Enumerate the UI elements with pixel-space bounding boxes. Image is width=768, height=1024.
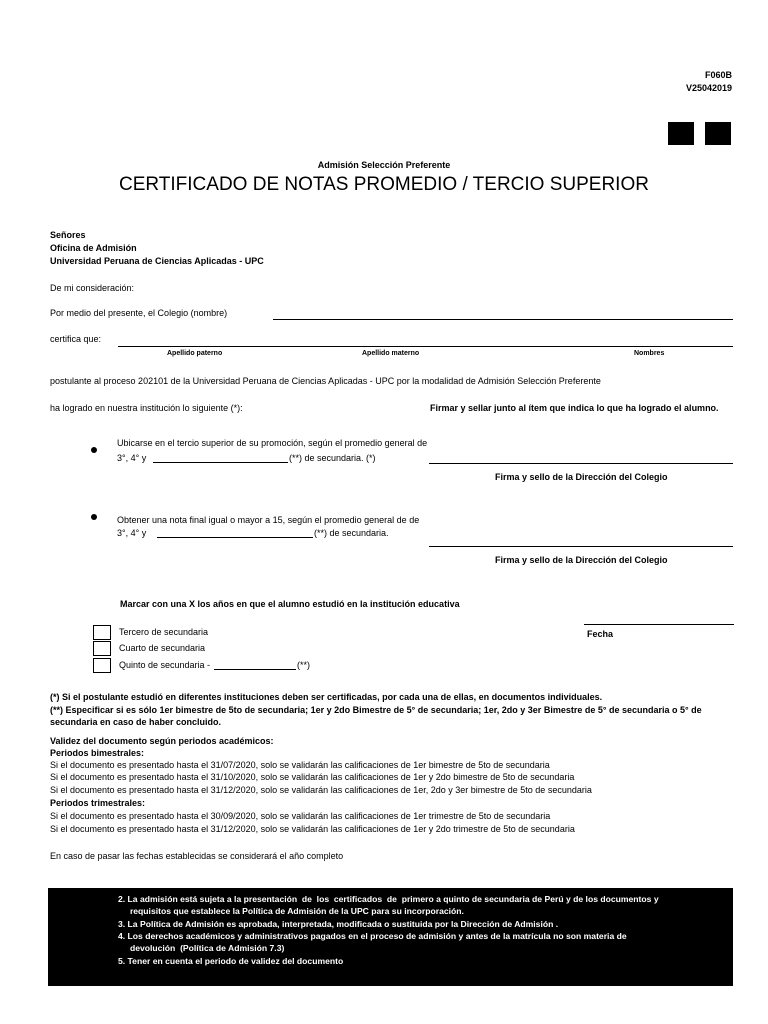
bullet-icon [91,447,97,453]
fecha-field[interactable] [584,624,734,625]
option-1-line-1: Ubicarse en el tercio superior de su promoción, según el promedio general de [117,438,428,448]
page-subtitle: Admisión Selección Preferente [317,160,451,170]
quinto-checkbox[interactable] [93,658,111,673]
option-2-grade-field[interactable] [157,537,313,538]
option-1-signature-line[interactable] [429,463,733,464]
bullet-icon [91,514,97,520]
cuarto-checkbox[interactable] [93,641,111,656]
validity-closing: En caso de pasar las fechas establecidas se considerará el año completo [50,851,344,861]
quinto-label: Quinto de secundaria - [119,660,211,670]
option-2-line-1: Obtener una nota final igual o mayor a 15, según el promedio general de de [117,515,420,525]
validity-title: Validez del documento según periodos académicos: [50,736,274,746]
trimestral-line-1: Si el documento es presentado hasta el 30/09/2020, solo se validarán las calificaciones de 1er trimestre de 5to de secundaria [50,811,551,821]
option-1-signature-label: Firma y sello de la Dirección del Colegio [495,472,668,482]
fecha-label: Fecha [587,629,614,639]
option-1-line-2b: (**) de secundaria. (*) [289,453,376,463]
trimestral-title: Periodos trimestrales: [50,798,146,808]
quinto-period-field[interactable] [214,669,296,670]
bimestral-line-1: Si el documento es presentado hasta el 31/07/2020, solo se validarán las calificaciones de 1er bimestre de 5to de secundaria [50,760,550,770]
years-instruction: Marcar con una X los años en que el alumno estudió en la institución educativa [120,599,460,609]
footer-line-2: requisitos que establece la Política de Admisión de la UPC para su incorporación. [118,906,464,916]
addressee-line-3: Universidad Peruana de Ciencias Aplicadas - UPC [50,256,264,266]
form-code: F060B [704,70,732,80]
greeting: De mi consideración: [50,283,135,293]
addressee-line-2: Oficina de Admisión [50,243,137,253]
postulante-text: postulante al proceso 202101 de la Universidad Peruana de Ciencias Aplicadas - UPC por la modalidad de Admisión Selección Preferente [50,376,601,386]
trimestral-line-2: Si el documento es presentado hasta el 31/12/2020, solo se validarán las calificaciones de 1er y 2do trimestre de 5to de secundaria [50,824,575,834]
footer-line-3: 3. La Política de Admisión es aprobada, interpretada, modificada o sustituida por la Dirección de Admisión . [118,919,559,929]
footer-line-4: 4. Los derechos académicos y administrativos pagados en el proceso de admisión y antes de la matrícula no son materia de [118,931,627,941]
option-1-grade-field[interactable] [153,462,288,463]
apellido-materno-label: Apellido materno [362,350,420,357]
option-2-signature-label: Firma y sello de la Dirección del Colegio [495,555,668,565]
bimestral-line-2: Si el documento es presentado hasta el 31/10/2020, solo se validarán las calificaciones de 1er y 2do bimestre de 5to de secundaria [50,772,575,782]
black-square-right [705,122,731,145]
footer-line-5: devolución (Política de Admisión 7.3) [118,943,285,953]
footer-line-6: 5. Tener en cuenta el periodo de validez del documento [118,956,344,966]
cuarto-label: Cuarto de secundaria [119,643,206,653]
page-title: CERTIFICADO DE NOTAS PROMEDIO / TERCIO SUPERIOR [119,174,649,195]
nombres-label: Nombres [634,350,665,357]
certifica-label: certifica que: [50,334,102,344]
addressee-line-1: Señores [50,230,86,240]
quinto-suffix: (**) [297,660,310,670]
note-2a: (**) Especificar si es sólo 1er bimestre de 5to de secundaria; 1er y 2do Bimestre de 5° de secundaria; 1er, 2do y 3er Bimestre de 5° de secundaria o 5° de [50,705,702,715]
note-2b: secundaria en caso de haber concluido. [50,717,222,727]
note-1: (*) Si el postulante estudió en diferentes instituciones deben ser certificadas, por cada una de ellas, en documentos individuales. [50,692,603,702]
logrado-text: ha logrado en nuestra institución lo siguiente (*): [50,403,243,413]
tercero-label: Tercero de secundaria [119,627,209,637]
colegio-name-field[interactable] [273,319,733,320]
footer-notes-panel [48,888,733,986]
option-2-line-2b: (**) de secundaria. [314,528,389,538]
student-name-field[interactable] [118,346,733,347]
colegio-label: Por medio del presente, el Colegio (nombre) [50,308,228,318]
option-2-signature-line[interactable] [429,546,733,547]
form-version: V25042019 [685,83,732,93]
option-2-line-2a: 3°, 4° y [117,528,147,538]
bimestral-line-3: Si el documento es presentado hasta el 31/12/2020, solo se validarán las calificaciones de 1er, 2do y 3er bimestre de 5to de secundaria [50,785,592,795]
firmar-instruction: Firmar y sellar junto al ítem que indica lo que ha logrado el alumno. [430,403,719,413]
option-1-line-2a: 3°, 4° y [117,453,147,463]
footer-line-1: 2. La admisión está sujeta a la presentación de los certificados de primero a quinto de secundaria de Perú y de los documentos y [118,894,659,904]
black-square-left [668,122,694,145]
bimestral-title: Periodos bimestrales: [50,748,145,758]
apellido-paterno-label: Apellido paterno [167,350,223,357]
tercero-checkbox[interactable] [93,625,111,640]
